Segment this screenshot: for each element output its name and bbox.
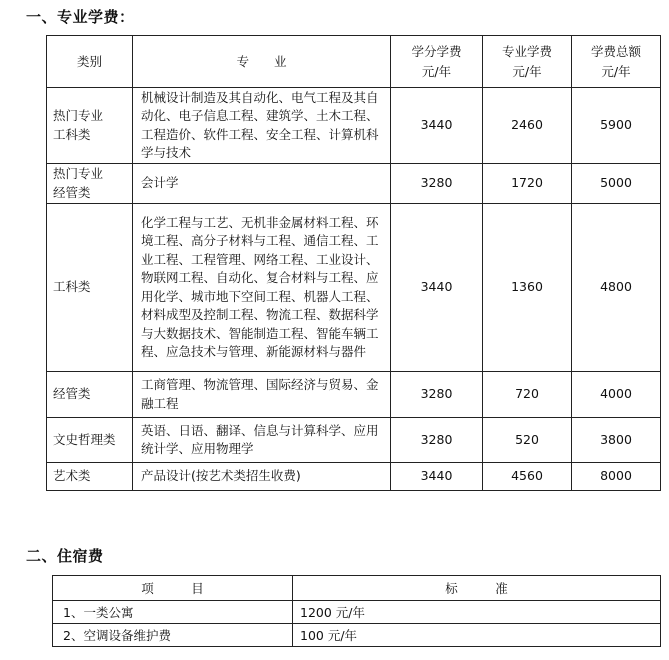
row-category: 热门专业 工科类 bbox=[47, 88, 133, 164]
table-header-row bbox=[53, 576, 661, 601]
row-total-fee: 4000 bbox=[572, 372, 661, 418]
header-credit-fee-line1: 学分学费 bbox=[411, 43, 462, 59]
row-major-fee: 1720 bbox=[483, 164, 572, 204]
row-major-fee: 520 bbox=[483, 418, 572, 463]
row-credit-fee: 3440 bbox=[391, 204, 483, 372]
row-credit-fee: 3280 bbox=[391, 418, 483, 463]
row-total-fee: 5000 bbox=[572, 164, 661, 204]
accommodation-fee-table bbox=[52, 575, 661, 647]
header-category: 类别 bbox=[47, 36, 133, 88]
row-category: 热门专业 经管类 bbox=[47, 164, 133, 204]
row-majors: 化学工程与工艺、无机非金属材料工程、环境工程、高分子材料与工程、通信工程、工业工程、工程管理、网络工程、工业设计、物联网工程、自动化、复合材料与工程、应用化学、城市地下空间工程、机器人工程、材料成型及控制工程、物流工程、数据科学与大数据技术、智能制造工程、智能车辆工程、应急技术与管理、新能源材料与器件 bbox=[133, 204, 391, 372]
header-major: 专 业 bbox=[133, 36, 391, 88]
header-standard: 标 准 bbox=[293, 576, 661, 601]
row-major-fee: 2460 bbox=[483, 88, 572, 164]
header-major-fee-line1: 专业学费 bbox=[501, 43, 552, 59]
row-item: 2、空调设备维护费 bbox=[53, 624, 293, 647]
row-total-fee: 8000 bbox=[572, 463, 661, 491]
table-row bbox=[47, 204, 661, 372]
row-major-fee: 4560 bbox=[483, 463, 572, 491]
row-major-fee: 720 bbox=[483, 372, 572, 418]
table-row bbox=[53, 624, 661, 647]
table-row bbox=[47, 164, 661, 204]
table-row bbox=[47, 418, 661, 463]
row-standard: 1200 元/年 bbox=[293, 601, 661, 624]
row-credit-fee: 3280 bbox=[391, 372, 483, 418]
row-credit-fee: 3280 bbox=[391, 164, 483, 204]
table-row bbox=[47, 463, 661, 491]
header-major-fee bbox=[483, 36, 572, 88]
row-credit-fee: 3440 bbox=[391, 463, 483, 491]
row-majors: 英语、日语、翻译、信息与计算科学、应用统计学、应用物理学 bbox=[133, 418, 391, 463]
row-category: 工科类 bbox=[47, 204, 133, 372]
row-majors: 工商管理、物流管理、国际经济与贸易、金融工程 bbox=[133, 372, 391, 418]
table-row bbox=[47, 88, 661, 164]
section-title-accommodation: 二、住宿费 bbox=[26, 547, 104, 565]
row-majors: 会计学 bbox=[133, 164, 391, 204]
row-majors: 机械设计制造及其自动化、电气工程及其自动化、电子信息工程、建筑学、土木工程、工程造价、软件工程、安全工程、计算机科学与技术 bbox=[133, 88, 391, 164]
row-standard: 100 元/年 bbox=[293, 624, 661, 647]
table-header-row bbox=[47, 36, 661, 88]
tuition-fee-table bbox=[46, 35, 661, 491]
row-category: 文史哲理类 bbox=[47, 418, 133, 463]
header-credit-fee-line2: 元/年 bbox=[421, 63, 452, 79]
header-item: 项 目 bbox=[53, 576, 293, 601]
header-total-fee bbox=[572, 36, 661, 88]
header-credit-fee bbox=[391, 36, 483, 88]
row-credit-fee: 3440 bbox=[391, 88, 483, 164]
row-major-fee: 1360 bbox=[483, 204, 572, 372]
row-total-fee: 5900 bbox=[572, 88, 661, 164]
row-item: 1、一类公寓 bbox=[53, 601, 293, 624]
row-majors: 产品设计(按艺术类招生收费) bbox=[133, 463, 391, 491]
row-total-fee: 3800 bbox=[572, 418, 661, 463]
table-row bbox=[53, 601, 661, 624]
header-total-fee-line2: 元/年 bbox=[601, 63, 631, 79]
row-category: 艺术类 bbox=[47, 463, 133, 491]
table-row bbox=[47, 372, 661, 418]
section-title-tuition: 一、专业学费： bbox=[26, 8, 135, 26]
row-total-fee: 4800 bbox=[572, 204, 661, 372]
row-category: 经管类 bbox=[47, 372, 133, 418]
header-total-fee-line1: 学费总额 bbox=[590, 43, 641, 59]
header-major-fee-line2: 元/年 bbox=[512, 63, 542, 79]
